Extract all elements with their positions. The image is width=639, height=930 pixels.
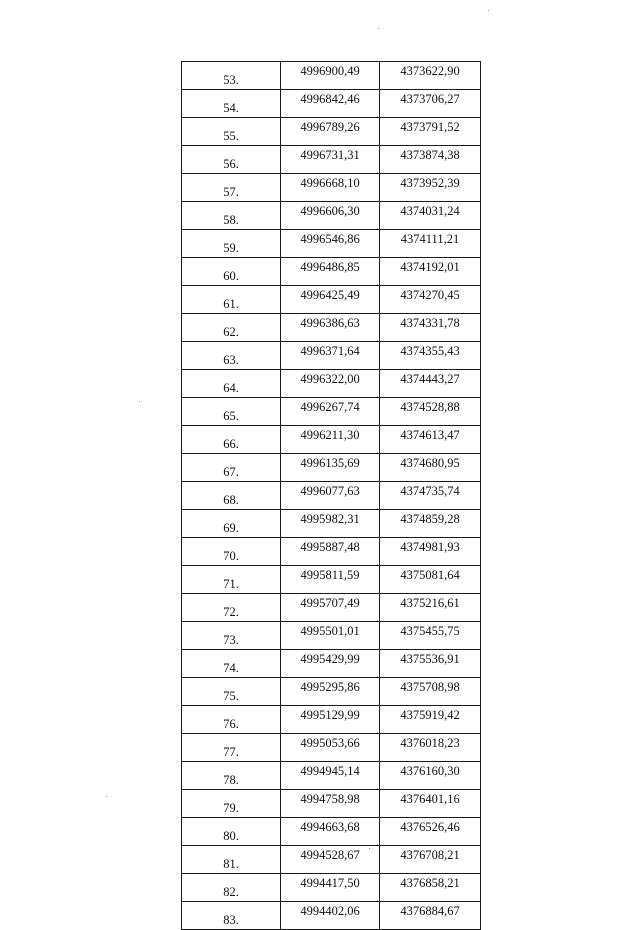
table-row (182, 790, 481, 818)
y-coordinate-cell: 4376526,46 (380, 818, 481, 846)
point-number-cell: 61. (182, 286, 281, 314)
y-coordinate-cell: 4374111,21 (380, 230, 481, 258)
point-number-cell: 75. (182, 678, 281, 706)
point-number-cell: 71. (182, 566, 281, 594)
y-coordinate-cell: 4374331,78 (380, 314, 481, 342)
x-coordinate-cell: 4995887,48 (281, 538, 380, 566)
table-row (182, 454, 481, 482)
y-coordinate-cell: 4374355,43 (380, 342, 481, 370)
x-coordinate-cell: 4996135,69 (281, 454, 380, 482)
x-coordinate-cell: 4996900,49 (281, 62, 380, 90)
x-coordinate-cell: 4995129,99 (281, 706, 380, 734)
y-coordinate-cell: 4373791,52 (380, 118, 481, 146)
point-number-cell: 65. (182, 398, 281, 426)
point-number-cell: 78. (182, 762, 281, 790)
coordinates-table-body (182, 62, 481, 930)
y-coordinate-cell: 4374031,24 (380, 202, 481, 230)
y-coordinate-cell: 4374981,93 (380, 538, 481, 566)
table-row (182, 286, 481, 314)
point-number-cell: 59. (182, 230, 281, 258)
x-coordinate-cell: 4995501,01 (281, 622, 380, 650)
x-coordinate-cell: 4996486,85 (281, 258, 380, 286)
table-row (182, 398, 481, 426)
table-row (182, 678, 481, 706)
y-coordinate-cell: 4374859,28 (380, 510, 481, 538)
point-number-cell: 72. (182, 594, 281, 622)
point-number-cell: 66. (182, 426, 281, 454)
point-number-cell: 63. (182, 342, 281, 370)
y-coordinate-cell: 4375708,98 (380, 678, 481, 706)
x-coordinate-cell: 4994758,98 (281, 790, 380, 818)
x-coordinate-cell: 4996731,31 (281, 146, 380, 174)
table-row (182, 566, 481, 594)
x-coordinate-cell: 4996077,63 (281, 482, 380, 510)
table-row (182, 902, 481, 930)
x-coordinate-cell: 4995707,49 (281, 594, 380, 622)
point-number-cell: 67. (182, 454, 281, 482)
table-row (182, 594, 481, 622)
x-coordinate-cell: 4996386,63 (281, 314, 380, 342)
y-coordinate-cell: 4374528,88 (380, 398, 481, 426)
table-row (182, 510, 481, 538)
table-row (182, 734, 481, 762)
x-coordinate-cell: 4996425,49 (281, 286, 380, 314)
y-coordinate-cell: 4374443,27 (380, 370, 481, 398)
x-coordinate-cell: 4996371,64 (281, 342, 380, 370)
table-row (182, 146, 481, 174)
x-coordinate-cell: 4995295,86 (281, 678, 380, 706)
point-number-cell: 53. (182, 62, 281, 90)
x-coordinate-cell: 4996546,86 (281, 230, 380, 258)
x-coordinate-cell: 4994402,06 (281, 902, 380, 930)
point-number-cell: 69. (182, 510, 281, 538)
x-coordinate-cell: 4996842,46 (281, 90, 380, 118)
y-coordinate-cell: 4376401,16 (380, 790, 481, 818)
y-coordinate-cell: 4374735,74 (380, 482, 481, 510)
x-coordinate-cell: 4994528,67 (281, 846, 380, 874)
y-coordinate-cell: 4374270,45 (380, 286, 481, 314)
point-number-cell: 74. (182, 650, 281, 678)
table-row (182, 622, 481, 650)
point-number-cell: 76. (182, 706, 281, 734)
table-row (182, 846, 481, 874)
x-coordinate-cell: 4994663,68 (281, 818, 380, 846)
point-number-cell: 77. (182, 734, 281, 762)
table-row (182, 342, 481, 370)
point-number-cell: 54. (182, 90, 281, 118)
point-number-cell: 73. (182, 622, 281, 650)
table-row (182, 818, 481, 846)
y-coordinate-cell: 4376884,67 (380, 902, 481, 930)
x-coordinate-cell: 4996789,26 (281, 118, 380, 146)
table-row (182, 762, 481, 790)
table-row (182, 202, 481, 230)
table-row (182, 174, 481, 202)
point-number-cell: 80. (182, 818, 281, 846)
table-row (182, 90, 481, 118)
x-coordinate-cell: 4995811,59 (281, 566, 380, 594)
point-number-cell: 64. (182, 370, 281, 398)
x-coordinate-cell: 4994945,14 (281, 762, 380, 790)
point-number-cell: 83. (182, 902, 281, 930)
point-number-cell: 57. (182, 174, 281, 202)
y-coordinate-cell: 4375919,42 (380, 706, 481, 734)
y-coordinate-cell: 4376858,21 (380, 874, 481, 902)
y-coordinate-cell: 4373622,90 (380, 62, 481, 90)
scan-speck (488, 10, 489, 11)
point-number-cell: 60. (182, 258, 281, 286)
x-coordinate-cell: 4995982,31 (281, 510, 380, 538)
coordinates-table (181, 61, 481, 930)
y-coordinate-cell: 4376018,23 (380, 734, 481, 762)
point-number-cell: 55. (182, 118, 281, 146)
point-number-cell: 70. (182, 538, 281, 566)
y-coordinate-cell: 4373706,27 (380, 90, 481, 118)
point-number-cell: 81. (182, 846, 281, 874)
scan-speck (139, 401, 140, 402)
x-coordinate-cell: 4996211,30 (281, 426, 380, 454)
y-coordinate-cell: 4374192,01 (380, 258, 481, 286)
y-coordinate-cell: 4373874,38 (380, 146, 481, 174)
point-number-cell: 62. (182, 314, 281, 342)
scan-speck (378, 28, 379, 29)
y-coordinate-cell: 4374680,95 (380, 454, 481, 482)
x-coordinate-cell: 4996668,10 (281, 174, 380, 202)
y-coordinate-cell: 4375216,61 (380, 594, 481, 622)
table-row (182, 118, 481, 146)
point-number-cell: 79. (182, 790, 281, 818)
table-row (182, 538, 481, 566)
x-coordinate-cell: 4995429,99 (281, 650, 380, 678)
y-coordinate-cell: 4374613,47 (380, 426, 481, 454)
y-coordinate-cell: 4375536,91 (380, 650, 481, 678)
y-coordinate-cell: 4373952,39 (380, 174, 481, 202)
x-coordinate-cell: 4996267,74 (281, 398, 380, 426)
y-coordinate-cell: 4375455,75 (380, 622, 481, 650)
x-coordinate-cell: 4996322,00 (281, 370, 380, 398)
scan-speck (106, 796, 107, 797)
point-number-cell: 68. (182, 482, 281, 510)
y-coordinate-cell: 4375081,64 (380, 566, 481, 594)
table-row (182, 426, 481, 454)
table-row (182, 650, 481, 678)
table-row (182, 706, 481, 734)
x-coordinate-cell: 4996606,30 (281, 202, 380, 230)
point-number-cell: 58. (182, 202, 281, 230)
y-coordinate-cell: 4376160,30 (380, 762, 481, 790)
table-row (182, 62, 481, 90)
table-row (182, 258, 481, 286)
table-row (182, 370, 481, 398)
table-row (182, 314, 481, 342)
x-coordinate-cell: 4994417,50 (281, 874, 380, 902)
point-number-cell: 56. (182, 146, 281, 174)
table-row (182, 482, 481, 510)
x-coordinate-cell: 4995053,66 (281, 734, 380, 762)
point-number-cell: 82. (182, 874, 281, 902)
y-coordinate-cell: 4376708,21 (380, 846, 481, 874)
table-row (182, 874, 481, 902)
table-row (182, 230, 481, 258)
